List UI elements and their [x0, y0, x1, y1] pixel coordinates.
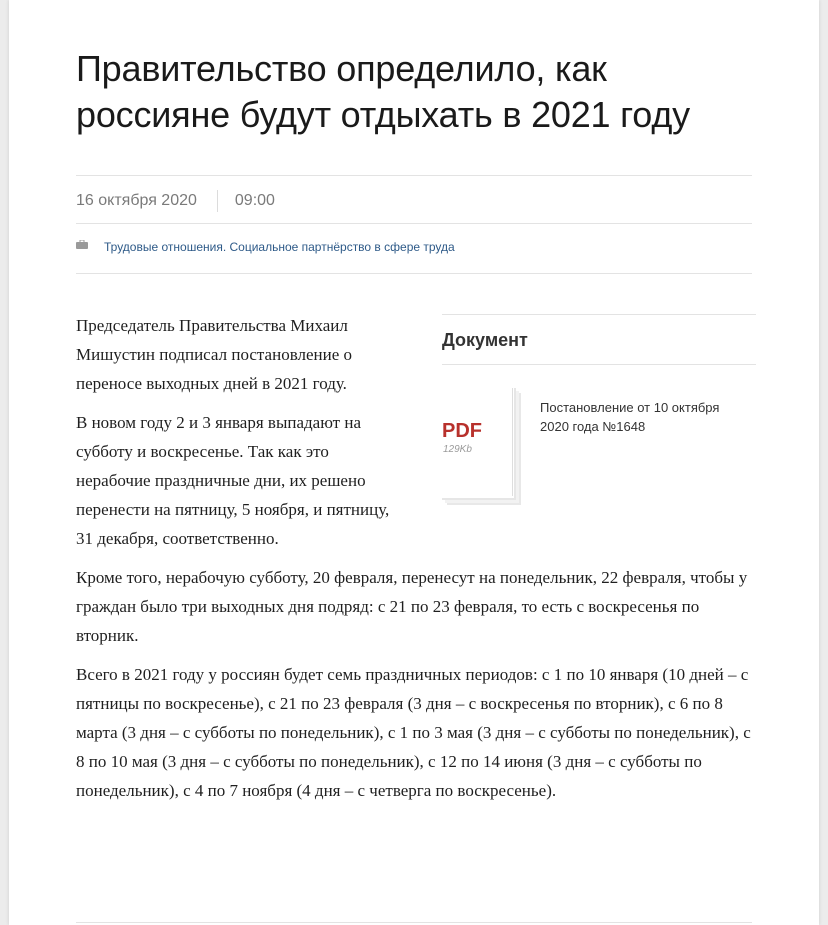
document-panel [442, 314, 756, 524]
category-label: Трудовые отношения. Социальное партнёрство в сфере труда [104, 240, 455, 254]
divider [442, 364, 756, 365]
file-size: 129Kb [443, 444, 472, 455]
paragraph: Всего в 2021 году у россиян будет семь праздничных периодов: с 1 по 10 января (10 дней – с пятницы по воскресенье), с 21 по 23 февраля (3 дня – с воскресенья по вторник), с 6 по 8 марта (3 дня – с субботы по понедельник), с 1 по 3 мая (3 дня – с субботы по понедельник), с 8 по 10 мая (3 дня – с субботы по понедельник), с 12 по 14 июня (3 дня – с субботы по понедельник), с 4 по 7 ноября (4 дня – с четверга по воскресенье). [76, 665, 751, 800]
paragraph: Кроме того, нерабочую субботу, 20 февраля, перенесут на понедельник, 22 февраля, чтобы у граждан было три выходных дня подряд: с 21 по 23 февраля, то есть с воскресенья по вторник. [76, 568, 748, 645]
divider [76, 223, 752, 224]
article-body [76, 311, 756, 815]
divider [76, 175, 752, 176]
paragraph: В новом году 2 и 3 января выпадают на субботу и воскресенье. Так как это нерабочие праздничные дни, их решено перенести на пятницу, 5 ноября, и пятницу, 31 декабря, соответственно. [76, 413, 390, 548]
article-page [9, 0, 819, 925]
paragraph: Председатель Правительства Михаил Мишустин подписал постановление о переносе выходных дней в 2021 году. [76, 316, 353, 393]
pdf-icon: PDF [442, 420, 482, 442]
document-heading: Документ [442, 330, 528, 350]
article-meta [76, 189, 275, 213]
article-time: 09:00 [234, 192, 275, 209]
article-date: 16 октября 2020 [76, 192, 197, 209]
divider [442, 314, 756, 315]
pdf-download[interactable] [442, 388, 516, 500]
article-title: Правительство определило, как россияне будут отдыхать в 2021 году [76, 48, 690, 135]
divider [76, 922, 752, 923]
briefcase-icon [76, 240, 88, 249]
category-link[interactable] [76, 240, 455, 254]
divider [76, 273, 752, 274]
document-title-link[interactable]: Постановление от 10 октября 2020 года №1648 [540, 400, 720, 434]
